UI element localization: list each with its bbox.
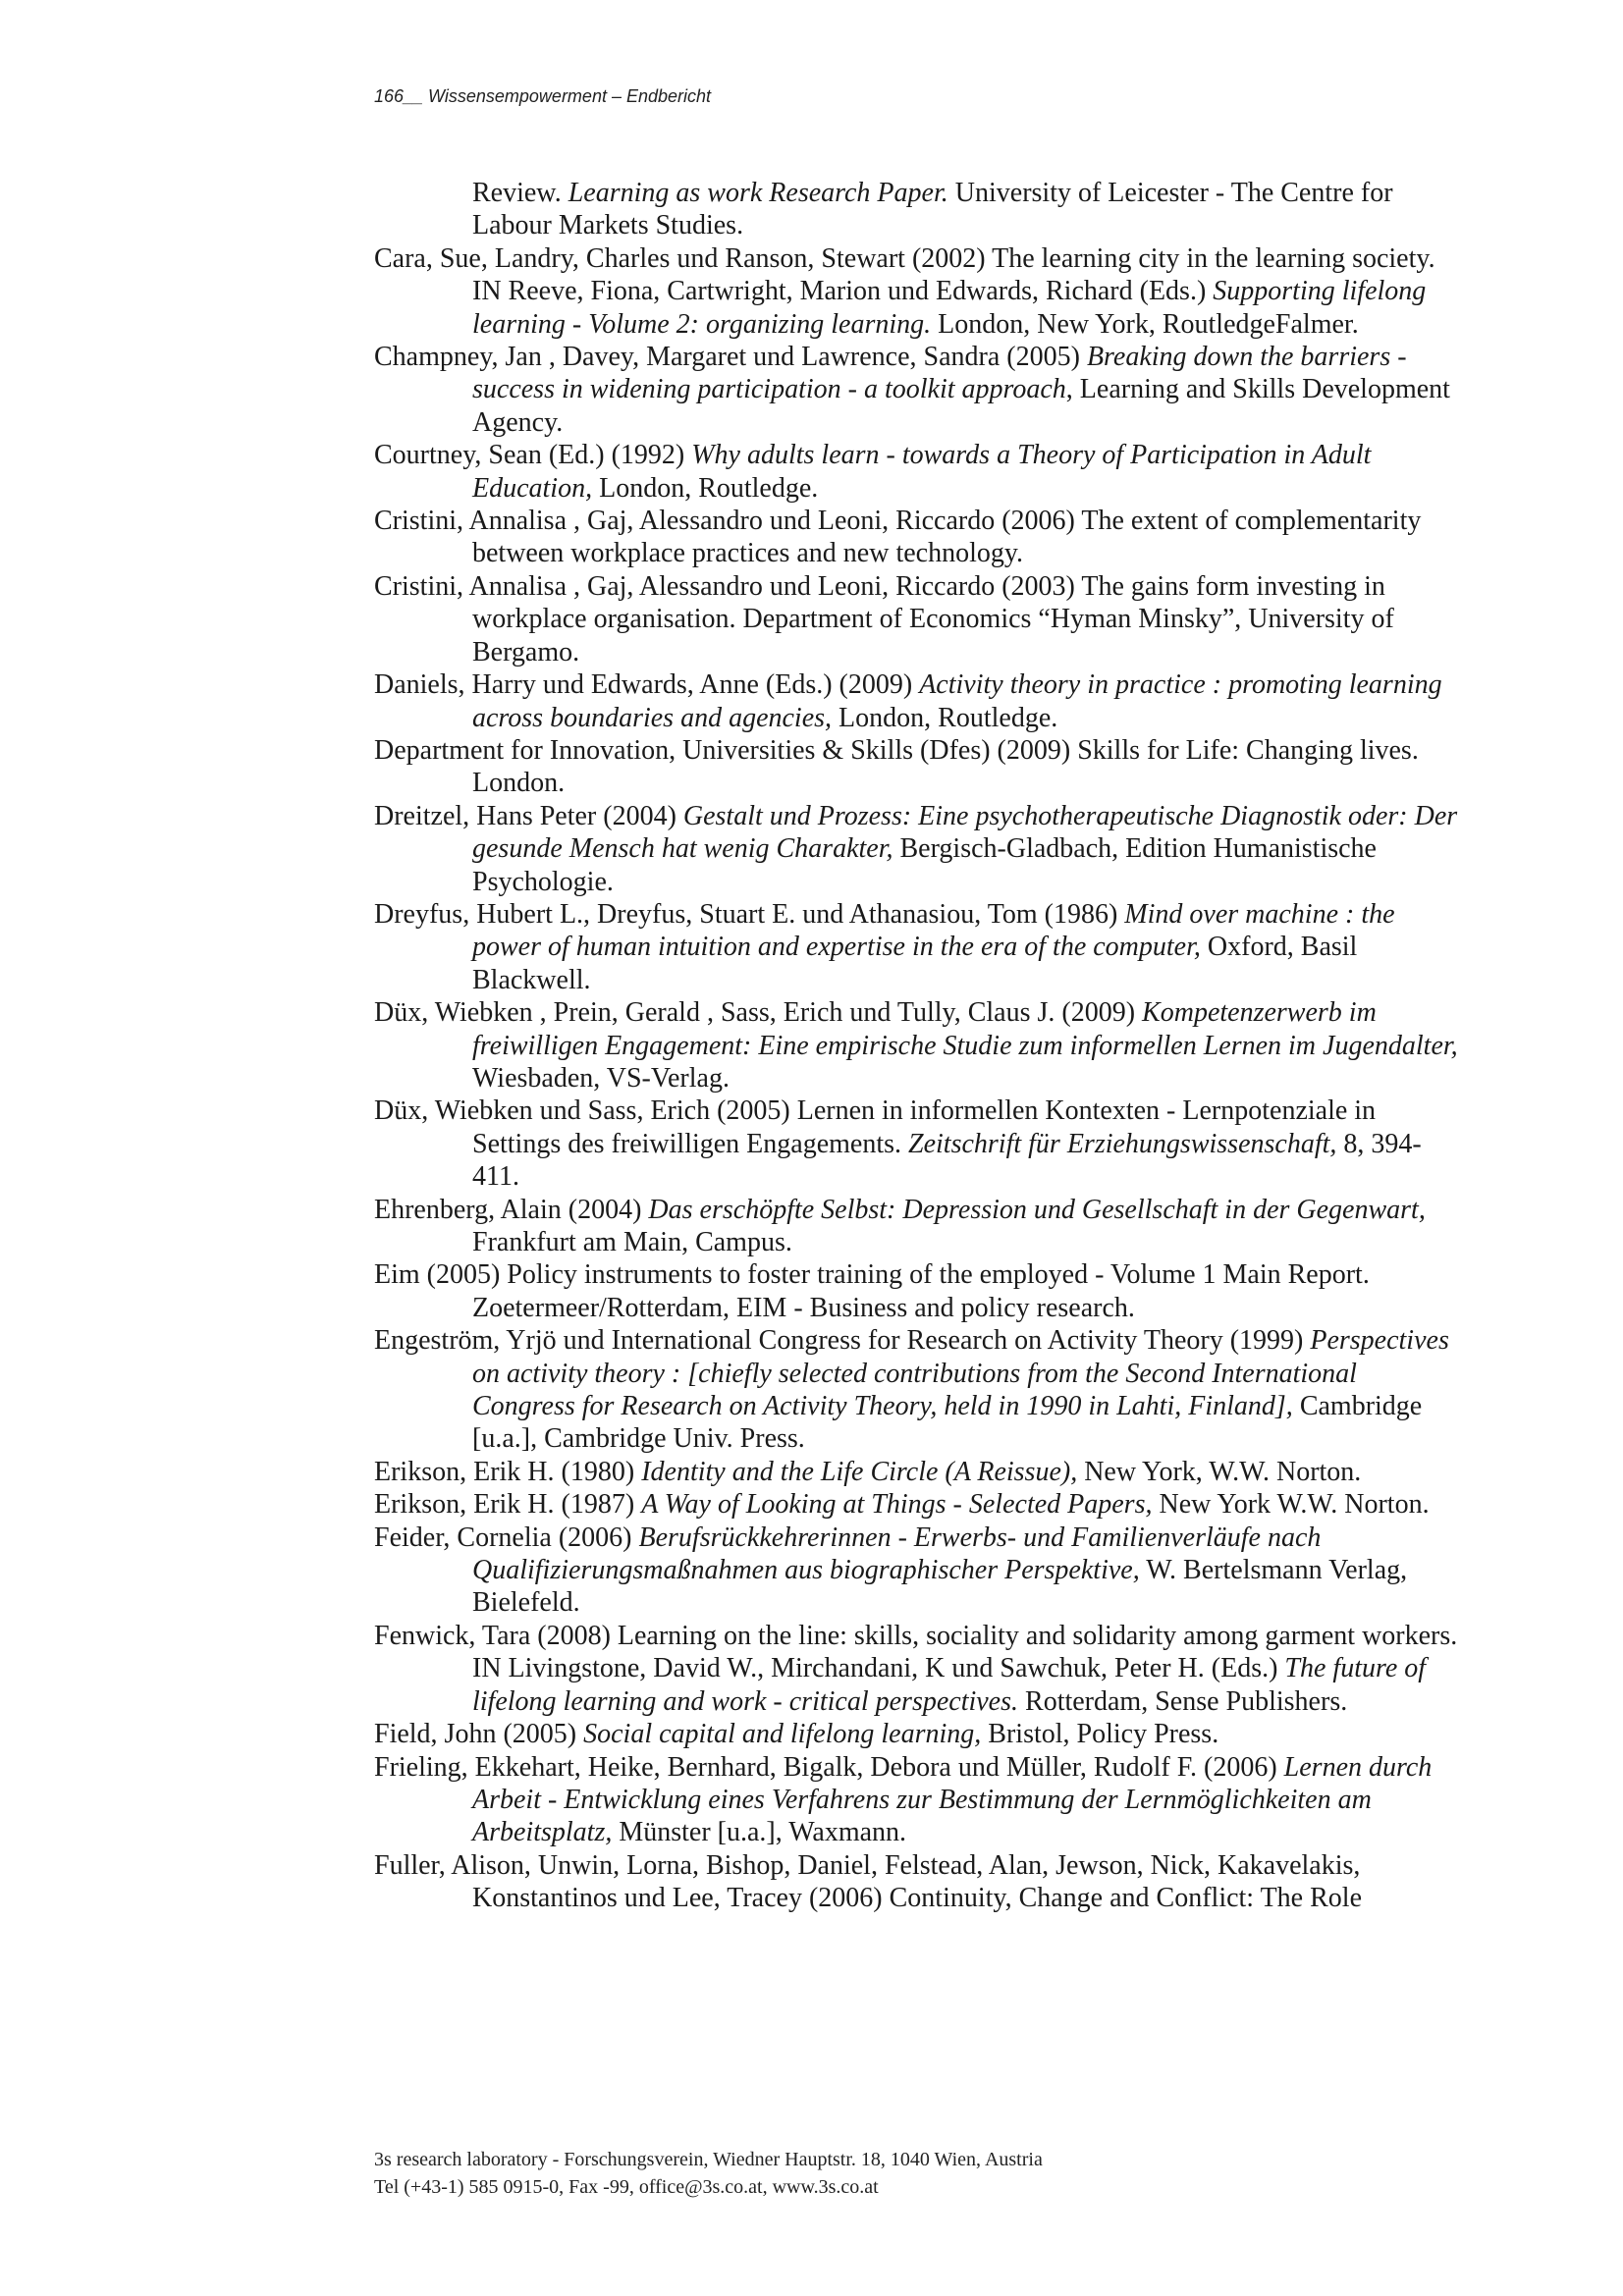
reference-text: Field, John (2005): [374, 1719, 584, 1750]
reference-text: Department for Innovation, Universities & Skills (Dfes) (2009) Skills for Life: Changing lives. London.: [374, 734, 1419, 799]
reference-publisher: W. Bertelsmann Verlag, Bielefeld.: [472, 1555, 1408, 1619]
reference-text: Düx, Wiebken und Sass, Erich (2005) Lernen in informellen Kontexten - Lernpotenziale in Settings des freiwilligen Engagements.: [374, 1095, 1377, 1159]
page-footer: [374, 2146, 1043, 2201]
footer-contact: Tel (+43-1) 585 0915-0, Fax -99, office@3s.co.at, www.3s.co.at: [374, 2176, 879, 2198]
reference-text: Ehrenberg, Alain (2004): [374, 1194, 649, 1225]
reference-text: Cristini, Annalisa , Gaj, Alessandro und Leoni, Riccardo (2006) The extent of complementarity between workplace practices and new technology.: [374, 506, 1422, 569]
reference-publisher: Rotterdam, Sense Publishers.: [1018, 1685, 1348, 1717]
reference-entry: [374, 734, 1466, 800]
reference-title: Zeitschrift für Erziehungswissenschaft,: [908, 1128, 1337, 1159]
reference-title: Breaking down the barriers - success in widening participation - a toolkit approach: [472, 342, 1407, 405]
reference-title: Mind over machine : the power of human intuition and expertise in the era of the computer,: [472, 898, 1395, 963]
reference-publisher: Frankfurt am Main, Campus.: [472, 1227, 792, 1257]
reference-entry: [374, 341, 1466, 439]
reference-entry: [374, 1324, 1466, 1456]
reference-publisher: Bergisch-Gladbach, Edition Humanistische Psychologie.: [472, 833, 1377, 897]
reference-entry: [374, 1258, 1466, 1324]
reference-title: Gestalt und Prozess: Eine psychotherapeutische Diagnostik oder: Der gesunde Mensch hat wenig Charakter,: [472, 800, 1458, 865]
reference-entry: [374, 1849, 1466, 1915]
reference-title: Supporting lifelong learning - Volume 2: organizing learning.: [472, 276, 1427, 340]
reference-entry: [374, 1620, 1466, 1718]
reference-entry: [374, 800, 1466, 898]
reference-text: Feider, Cornelia (2006): [374, 1522, 639, 1553]
reference-text: Cristini, Annalisa , Gaj, Alessandro und Leoni, Riccardo (2003) The gains form investing in workplace organisation. Department of Economics “Hyman Minsky”, University of Bergamo.: [374, 570, 1394, 667]
reference-text: Cara, Sue, Landry, Charles und Ranson, Stewart (2002) The learning city in the learning society. IN Reeve, Fiona, Cartwright, Marion und Edwards, Richard (Eds.): [374, 242, 1435, 307]
reference-entry: [374, 1194, 1466, 1259]
reference-publisher: New York W.W. Norton.: [1152, 1489, 1430, 1521]
reference-title: Social capital and lifelong learning,: [583, 1719, 982, 1750]
reference-publisher: New York, W.W. Norton.: [1077, 1456, 1362, 1487]
reference-publisher: Münster [u.a.], Waxmann.: [612, 1817, 907, 1848]
reference-text: Erikson, Erik H. (1987): [374, 1489, 642, 1521]
reference-title: Activity theory in practice : promoting learning across boundaries and agencies,: [472, 669, 1442, 733]
reference-entry: [374, 1488, 1466, 1521]
reference-text: Frieling, Ekkehart, Heike, Bernhard, Bigalk, Debora und Müller, Rudolf F. (2006): [374, 1751, 1284, 1783]
reference-publisher: Cambridge [u.a.], Cambridge Univ. Press.: [472, 1391, 1423, 1455]
reference-entry: [374, 242, 1466, 341]
reference-entry: [374, 1456, 1466, 1488]
reference-publisher: London, Routledge.: [592, 472, 819, 504]
reference-text: Champney, Jan , Davey, Margaret und Lawrence, Sandra (2005): [374, 342, 1087, 373]
reference-entry: [374, 1751, 1466, 1849]
reference-title: Kompetenzerwerb im freiwilligen Engagement: Eine empirische Studie zum informellen Lernen im Jugendalter,: [472, 997, 1458, 1061]
reference-list: [374, 177, 1466, 1915]
reference-title: Lernen durch Arbeit - Entwicklung eines Verfahrens zur Bestimmung der Lernmöglichkeiten am Arbeitsplatz,: [472, 1751, 1433, 1848]
reference-text: Daniels, Harry und Edwards, Anne (Eds.) (2009): [374, 669, 920, 701]
reference-title: Das erschöpfte Selbst: Depression und Gesellschaft in der Gegenwart,: [648, 1194, 1426, 1225]
reference-entry: [374, 570, 1466, 668]
reference-publisher: University of Leicester - The Centre for Labour Markets Studies.: [472, 178, 1393, 241]
reference-publisher: Wiesbaden, VS-Verlag.: [472, 1062, 730, 1094]
footer-address: 3s research laboratory - Forschungsverein, Wiedner Hauptstr. 18, 1040 Wien, Austria: [374, 2149, 1043, 2170]
reference-entry: [374, 1095, 1466, 1193]
reference-title: Berufsrückkehrerinnen - Erwerbs- und Familienverläufe nach Qualifizierungsmaßnahmen aus biographischer Perspektive,: [472, 1522, 1322, 1586]
reference-title: Perspectives on activity theory : [chiefly selected contributions from the Second International Congress for Research on Activity Theory, held in 1990 in Lahti, Finland],: [472, 1325, 1449, 1422]
reference-publisher: London, New York, RoutledgeFalmer.: [931, 308, 1359, 340]
reference-text: Engeström, Yrjö und International Congress for Research on Activity Theory (1999): [374, 1325, 1311, 1357]
reference-title: Learning as work Research Paper.: [568, 178, 948, 208]
running-header: 166__ Wissensempowerment – Endbericht: [374, 86, 712, 106]
reference-text: Eim (2005) Policy instruments to foster training of the employed - Volume 1 Main Report. Zoetermeer/Rotterdam, EIM - Business and policy research.: [374, 1259, 1370, 1323]
reference-text: Düx, Wiebken , Prein, Gerald , Sass, Erich und Tully, Claus J. (2009): [374, 997, 1143, 1029]
reference-publisher: London, Routledge.: [832, 702, 1058, 733]
reference-text: Dreitzel, Hans Peter (2004): [374, 800, 683, 831]
reference-text: Dreyfus, Hubert L., Dreyfus, Stuart E. und Athanasiou, Tom (1986): [374, 898, 1125, 930]
reference-entry: [374, 898, 1466, 996]
reference-entry: [374, 1522, 1466, 1620]
reference-title: Why adults learn - towards a Theory of Participation in Adult Education,: [472, 440, 1372, 504]
reference-publisher: 8, 394-411.: [472, 1128, 1422, 1193]
reference-entry: [374, 439, 1466, 505]
reference-publisher: Oxford, Basil Blackwell.: [472, 932, 1358, 995]
reference-entry: [374, 505, 1466, 570]
reference-title: Identity and the Life Circle (A Reissue),: [641, 1456, 1078, 1487]
reference-entry: [374, 996, 1466, 1095]
reference-text: Fenwick, Tara (2008) Learning on the line: skills, sociality and solidarity among garment workers. IN Livingstone, David W., Mirchandani, K und Sawchuk, Peter H. (Eds.): [374, 1620, 1458, 1684]
reference-text: Fuller, Alison, Unwin, Lorna, Bishop, Daniel, Felstead, Alan, Jewson, Nick, Kakavelakis, Konstantinos und Lee, Tracey (2006) Continuity, Change and Conflict: The Role: [374, 1849, 1362, 1914]
reference-text: Review.: [472, 178, 568, 208]
reference-entry: [374, 1718, 1466, 1750]
reference-title: A Way of Looking at Things - Selected Papers,: [641, 1489, 1153, 1521]
reference-publisher: Bristol, Policy Press.: [981, 1719, 1219, 1750]
reference-publisher: , Learning and Skills Development Agency.: [472, 374, 1450, 438]
reference-title: The future of lifelong learning and work - critical perspectives.: [472, 1653, 1427, 1717]
reference-text: Courtney, Sean (Ed.) (1992): [374, 440, 692, 471]
reference-entry: [374, 177, 1466, 242]
reference-text: Erikson, Erik H. (1980): [374, 1456, 642, 1487]
reference-entry: [374, 668, 1466, 734]
